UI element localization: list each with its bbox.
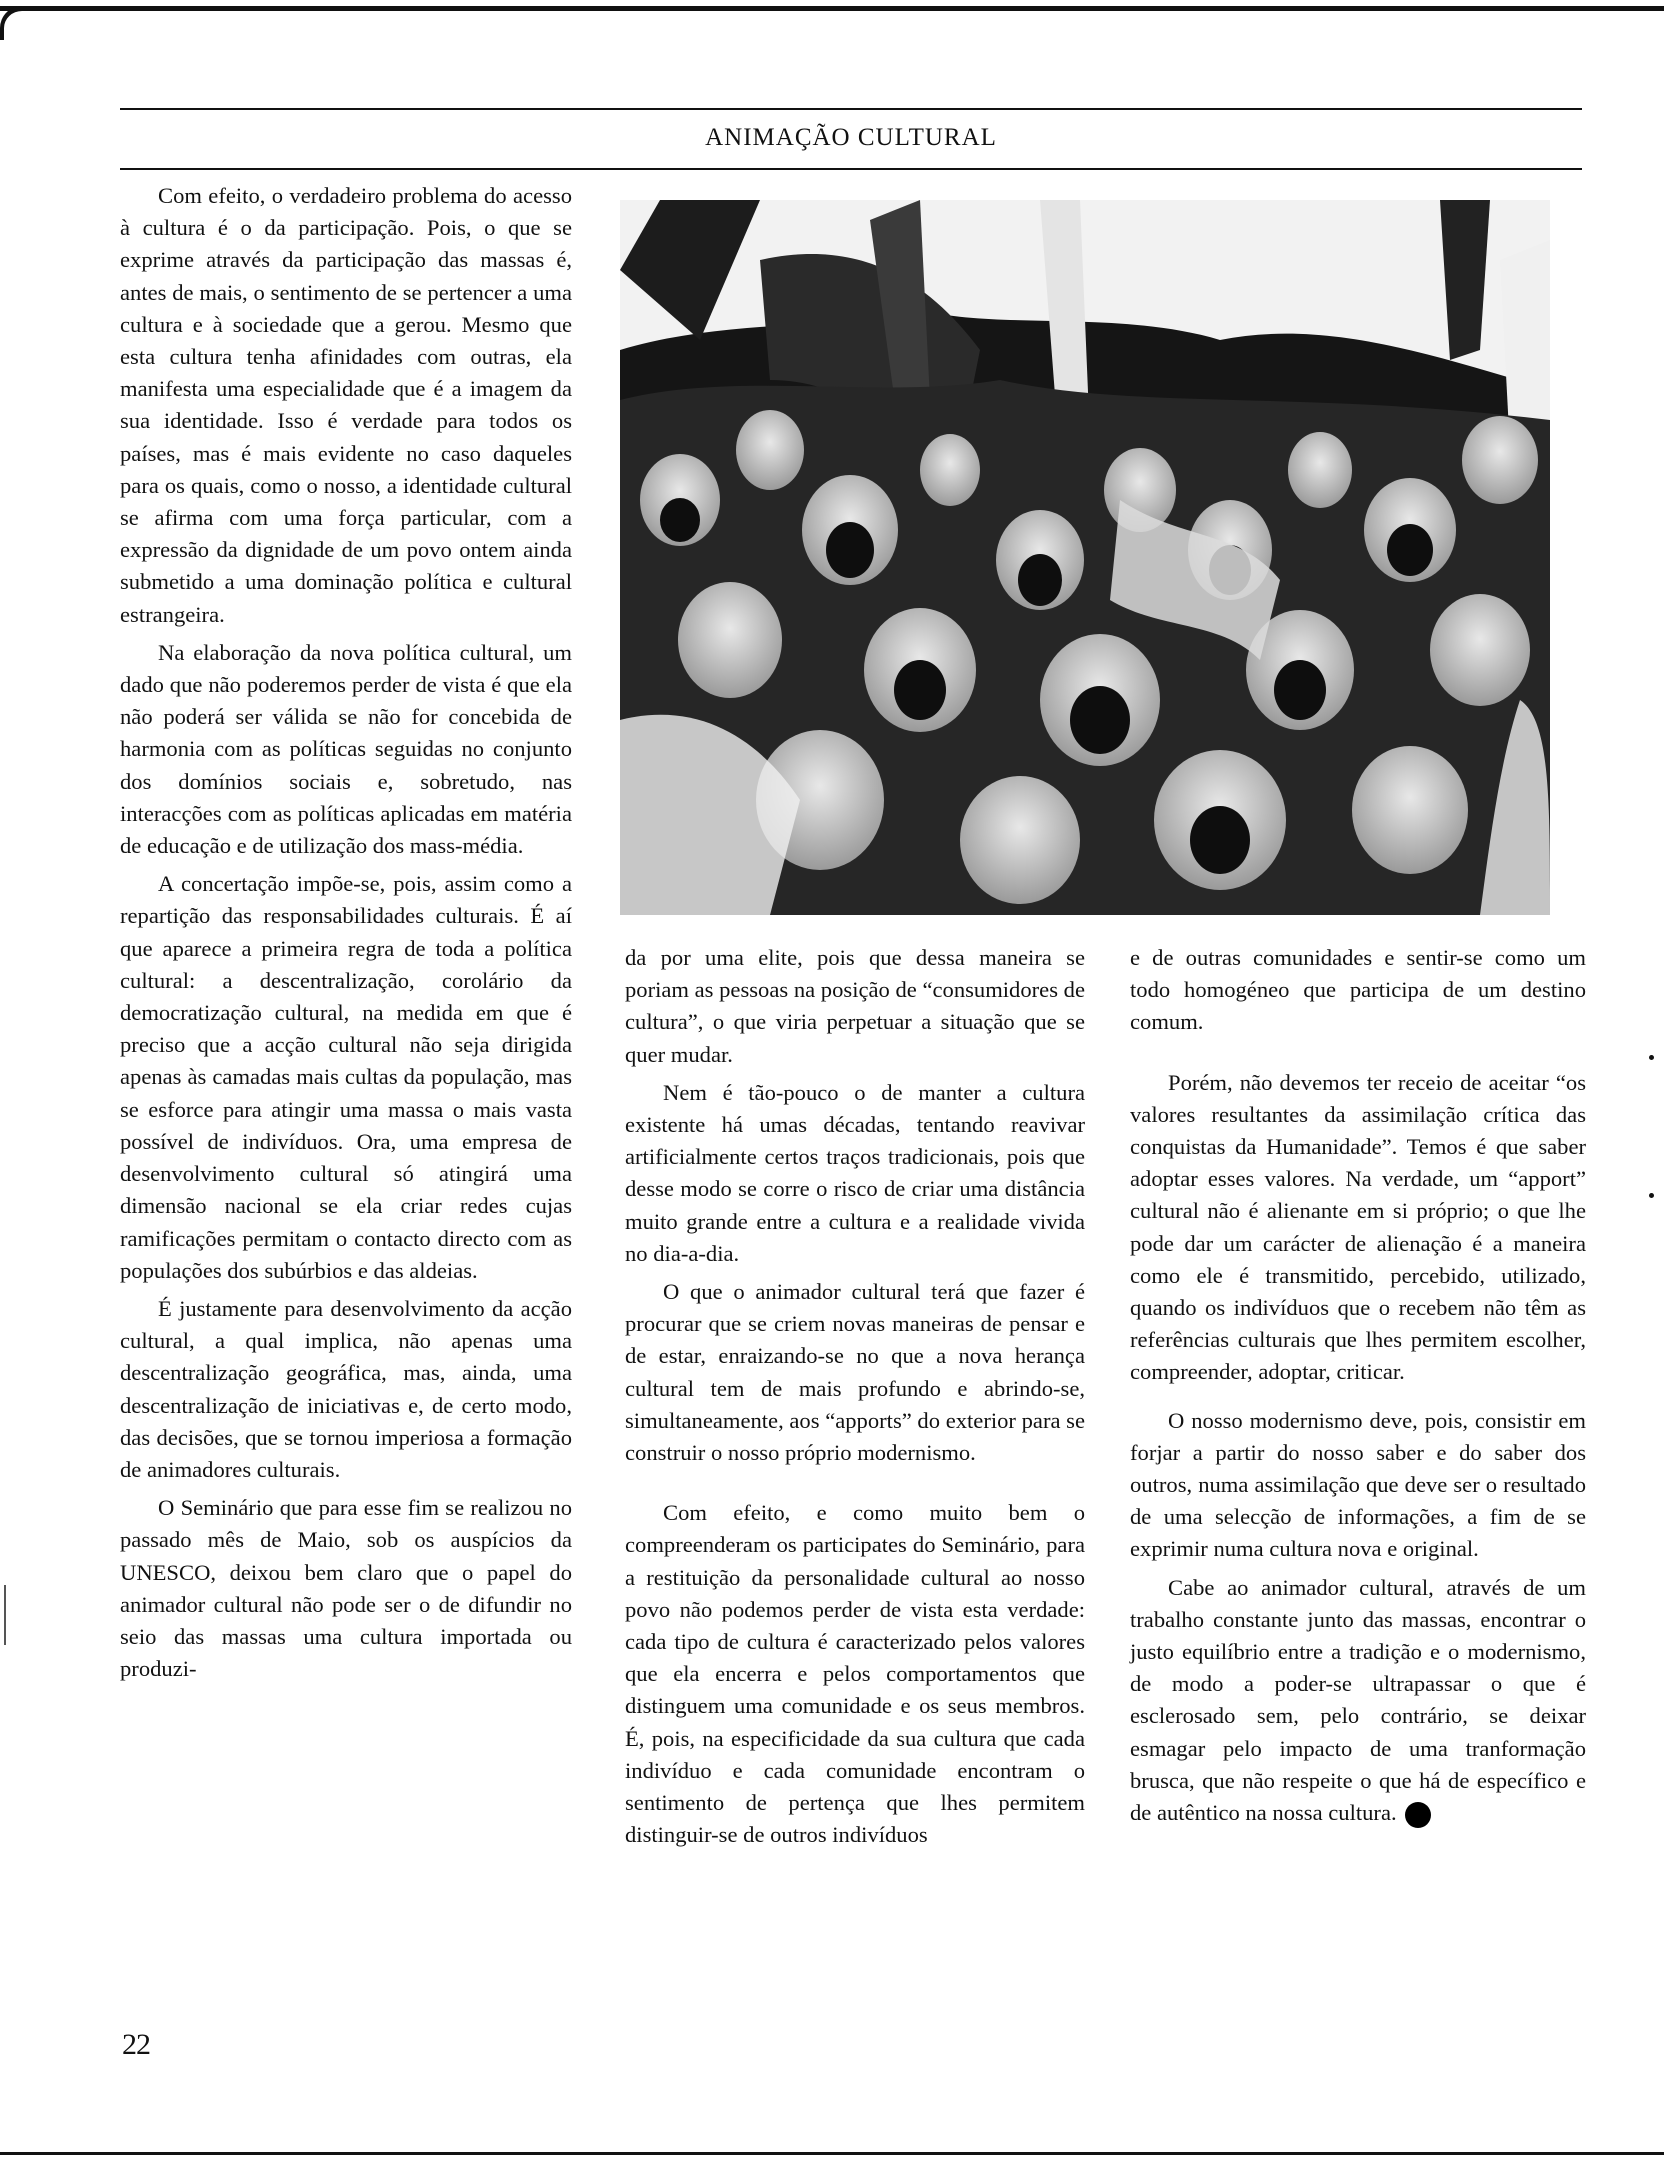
- paragraph: Com efeito, e como muito bem o compreenderam os participates do Seminário, para a restituição da personalidade cultural ao nosso povo não podemos perder de vista esta verdade: cada tipo de cultura é caracterizado pelos valores que ela encerra e pelos comportamentos que distinguem uma comunidade e os seus membros. É, pois, na especificidade da sua cultura que cada indivíduo e cada comunidade encontram o sentimento de pertença que lhes permitem distinguir-se de outros indivíduos: [625, 1500, 1085, 1848]
- page-bottom-border: [0, 2152, 1664, 2155]
- paragraph: [1130, 1572, 1586, 1830]
- paragraph-gap: [1130, 1395, 1586, 1405]
- page-number: 22: [122, 2028, 150, 2061]
- paragraph: Com efeito, o verdadeiro problema do acesso à cultura é o da participação. Pois, o que se exprime através da participação das massas é, antes de mais, o sentimento de se pertencer a uma cultura e à sociedade que a gerou. Mesmo que esta cultura tenha afinidades com outras, ela manifesta uma especialidade que é a imagem da sua identidade. Isso é verdade para todos os países, mas é mais evidente no caso daqueles para os quais, como o nosso, a identidade cultural se afirma com uma força particular, com a expressão da dignidade de um povo ontem ainda submetido a uma dominação política e cultural estrangeira.: [120, 183, 572, 627]
- crowd-photo-image: [620, 200, 1550, 915]
- paragraph-gap: [1130, 1045, 1586, 1067]
- margin-dot: [1649, 1193, 1654, 1198]
- paragraph-gap: [625, 1475, 1085, 1497]
- paragraph: Porém, não devemos ter receio de aceitar “os valores resultantes da assimilação crítica das conquistas da Humanidade”. Temos é que saber adoptar esses valores. Na verdade, um “apport” cultural não é alienante em si próprio; o que lhe pode dar um carácter de alienação é a maneira como ele é transmitido, percebido, utilizado, quando os indivíduos que o recebem não têm as referências culturais que lhes permitem escolher, compreender, adoptar, criticar.: [1130, 1069, 1586, 1385]
- text-column-3: [1130, 942, 1586, 1835]
- header-rule-bottom: [120, 168, 1582, 170]
- paragraph: É justamente para desenvolvimento da acção cultural, a qual implica, não apenas uma descentralização geográfica, mas, ainda, uma descentralização de iniciativas e, de certo modo, das decisões, que se tornou imperiosa a formação de animadores culturais.: [120, 1295, 572, 1482]
- paragraph: Nem é tão-pouco o de manter a cultura existente há umas décadas, tentando reavivar artificialmente certos traços tradicionais, pois que desse modo se corre o risco de criar uma distância muito grande entre a cultura e a realidade vivida no dia-a-dia.: [625, 1079, 1085, 1266]
- end-of-article-bullet-icon: [1405, 1802, 1431, 1828]
- paragraph: da por uma elite, pois que dessa maneira se poriam as pessoas na posição de “consumidores de cultura”, o que viria perpetuar a situação que se quer mudar.: [625, 945, 1085, 1067]
- final-paragraph-text: Cabe ao animador cultural, através de um trabalho constante junto das massas, encontrar o justo equilíbrio entre a tradição e o modernismo, de modo a poder-se ultrapassar o que é esclerosado sem, pelo contrário, se deixar esmagar pelo impacto de uma tranformação brusca, que não respeite o que há de específico e de autêntico na nossa cultura.: [1130, 1574, 1586, 1826]
- section-header: ANIMAÇÃO CULTURAL: [705, 124, 997, 151]
- paragraph: O nosso modernismo deve, pois, consistir em forjar a partir do nosso saber e do saber dos outros, numa assimilação que deve ser o resultado de uma selecção de informações, a fim de se exprimir numa cultura nova e original.: [1130, 1407, 1586, 1562]
- paragraph: e de outras comunidades e sentir-se como um todo homogéneo que participa de um destino comum.: [1130, 945, 1586, 1035]
- paragraph: Na elaboração da nova política cultural, um dado que não poderemos perder de vista é que ela não poderá ser válida se não for concebida de harmonia com as políticas seguidas no conjunto dos domínios sociais e, sobretudo, nas interacções com as políticas aplicadas em matéria de educação e de utilização dos mass-média.: [120, 639, 572, 859]
- page-top-border: [0, 6, 1664, 11]
- paragraph: A concertação impõe-se, pois, assim como a repartição das responsabilidades culturais. É aí que aparece a primeira regra de toda a política cultural: a descentralização, corolário da democratização cultural, na medida em que é preciso que a acção cultural não seja dirigida apenas às camadas mais cultas da população, mas se esforce para atingir uma massa o mais vasta possível de indivíduos. Ora, uma empresa de desenvolvimento cultural só atingirá uma dimensão nacional se ela criar redes cujas ramificações permitam o contacto directo com as populações dos subúrbios e das aldeias.: [120, 871, 572, 1283]
- margin-dot: [1649, 1055, 1654, 1060]
- scan-mark: [4, 1585, 6, 1645]
- page-corner: [0, 6, 22, 40]
- paragraph: O Seminário que para esse fim se realizou no passado mês de Maio, sob os auspícios da UNESCO, deixou bem claro que o papel do animador cultural não pode ser o de difundir no seio das massas uma cultura importada ou produzi-: [120, 1495, 572, 1682]
- header-rule-top: [120, 108, 1582, 110]
- crowd-photo: [620, 200, 1550, 915]
- text-column-2: [625, 942, 1085, 1857]
- text-column-1: [120, 180, 572, 1691]
- paragraph: O que o animador cultural terá que fazer é procurar que se criem novas maneiras de pensar e de estar, enraizando-se no que a nova herança cultural tem de mais profundo e abrindo-se, simultaneamente, aos “apports” do exterior para se construir o nosso próprio modernismo.: [625, 1279, 1085, 1466]
